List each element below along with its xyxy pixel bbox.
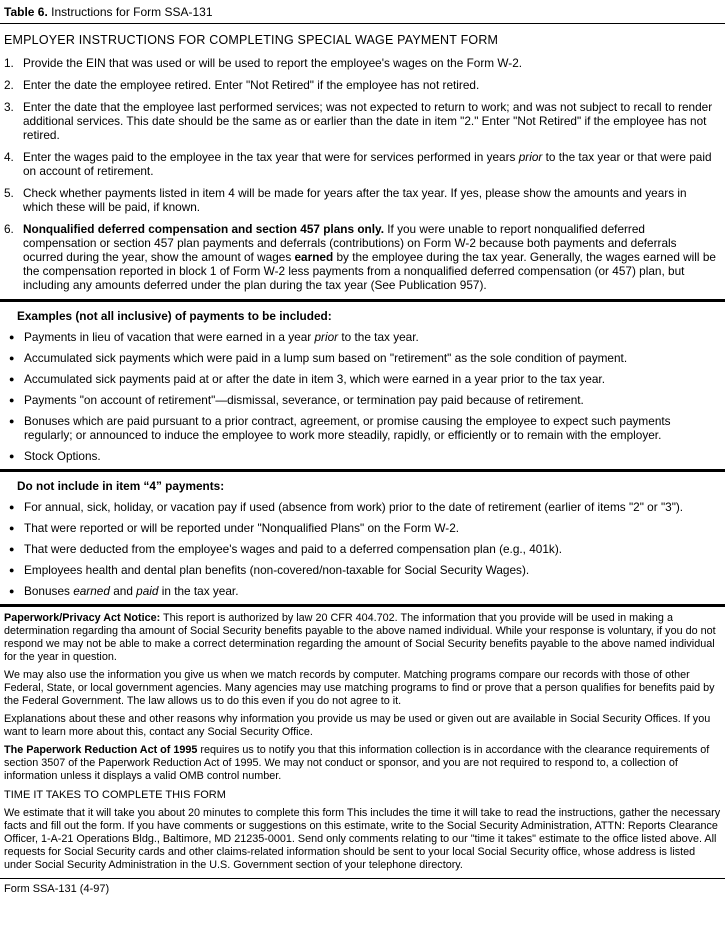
text-run: Payments in lieu of vacation that were earned in a year bbox=[24, 330, 315, 344]
estimate-paragraph bbox=[4, 807, 721, 872]
time-heading: TIME IT TAKES TO COMPLETE THIS FORM bbox=[4, 789, 226, 801]
italic-run: prior bbox=[314, 330, 339, 344]
bullet-text bbox=[24, 584, 721, 598]
bullet-item bbox=[4, 393, 721, 407]
include-bullet-list bbox=[4, 330, 721, 463]
include-section bbox=[0, 302, 725, 469]
text-run: Provide the EIN that was used or will be used to report the employee's wages on the Form W-2. bbox=[23, 56, 523, 70]
bullet-icon: ● bbox=[9, 565, 15, 575]
bullet-text bbox=[24, 372, 721, 386]
text-run: to the tax year or that were paid on account of retirement. bbox=[23, 150, 712, 178]
table-label: Table 6. bbox=[4, 5, 48, 19]
item-number: 4. bbox=[4, 150, 14, 164]
bold-run: The Paperwork Reduction Act of 1995 bbox=[4, 744, 198, 756]
notice-paragraph bbox=[4, 713, 721, 739]
bullet-icon: ● bbox=[9, 374, 15, 384]
text-run: That were deducted from the employee's wages and paid to a deferred compensation plan (e.g., 401k). bbox=[24, 542, 563, 556]
italic-run: prior bbox=[518, 150, 543, 164]
text-run: Stock Options. bbox=[24, 449, 101, 463]
bullet-item bbox=[4, 584, 721, 598]
text-run: Bonuses bbox=[24, 584, 74, 598]
numbered-item bbox=[4, 186, 721, 214]
bullet-text bbox=[24, 414, 721, 442]
item-text bbox=[23, 222, 721, 292]
text-run: We estimate that it will take you about 20 minutes to complete this form This includes the time it will take to read the instructions, gather the necessary facts and fill out the form. If you have comments or suggestions on this estimate, write to the Social Security Administration, ATTN: Reports Clearance Officer, 1-A-21 Operations Bldg., Baltimore, MD 21235-0001. Send only comments relating to our "time it takes" estimate to the office listed above. All requests for Social Security cards and other claims-related information should be sent to your local Social Security office, whose address is listed under Social Security Administration in the U.S. Government section of your telephone directory. bbox=[4, 807, 721, 871]
exclude-section bbox=[0, 472, 725, 604]
bullet-item bbox=[4, 542, 721, 556]
numbered-item bbox=[4, 78, 721, 92]
bullet-text bbox=[24, 351, 721, 365]
bullet-icon: ● bbox=[9, 416, 15, 426]
bullet-item bbox=[4, 414, 721, 442]
bullet-item bbox=[4, 563, 721, 577]
numbered-item bbox=[4, 56, 721, 70]
exclude-bullet-list bbox=[4, 500, 721, 598]
text-run: by the employee during the tax year. Generally, the wages earned will be the compensation reported in block 1 of Form W-2 less payments from a nonqualified deferred compensation (or 457) plan, but including any amounts deferred under the plan during the tax year (See Publication 957). bbox=[23, 250, 716, 292]
item-number: 1. bbox=[4, 56, 14, 70]
bullet-icon: ● bbox=[9, 523, 15, 533]
employer-instructions-heading: EMPLOYER INSTRUCTIONS FOR COMPLETING SPECIAL WAGE PAYMENT FORM bbox=[4, 33, 499, 47]
numbered-item bbox=[4, 150, 721, 178]
notices-section bbox=[0, 607, 725, 872]
italic-run: paid bbox=[136, 584, 159, 598]
title-text: Instructions for Form SSA-131 bbox=[47, 5, 213, 19]
bullet-text bbox=[24, 563, 721, 577]
bullet-text bbox=[24, 449, 721, 463]
bullet-icon: ● bbox=[9, 353, 15, 363]
bullet-text bbox=[24, 521, 721, 535]
bullet-text bbox=[24, 393, 721, 407]
text-run: in the tax year. bbox=[158, 584, 239, 598]
text-run: Check whether payments listed in item 4 will be made for years after the tax year. If yes, please show the amounts and years in which these will be paid, if known. bbox=[23, 186, 687, 214]
bullet-text bbox=[24, 500, 721, 514]
bullet-icon: ● bbox=[9, 586, 15, 596]
bullet-item bbox=[4, 521, 721, 535]
item-text bbox=[23, 186, 721, 214]
notice-paragraphs bbox=[4, 612, 721, 783]
text-run: requires us to notify you that this information collection is in accordance with the clearance requirements of section 3507 of the Paperwork Reduction Act of 1995. We may not conduct or sponsor, and you are not required to respond to, a collection of information unless it displays a valid OMB control number. bbox=[4, 744, 710, 782]
text-run: This report is authorized by law 20 CFR 404.702. The information that you provide will be used in making a determination regarding tha amount of Social Security benefits payable to the above named individual. While your response is voluntary, if you do not respond we may not be able to make a correct determination regarding the amount of Social Security benefits payable to the above named individual for the year in question. bbox=[4, 612, 716, 663]
exclude-heading: Do not include in item “4” payments: bbox=[17, 479, 225, 493]
text-run: Enter the date that the employee last performed services; was not expected to return to work; and was not subject to recall to render additional services. This date should be the same as or earlier than the date in item "2." Enter "Not Retired" if the employee has not retired. bbox=[23, 100, 713, 142]
page-title bbox=[0, 0, 725, 24]
text-run: Payments "on account of retirement"—dismissal, severance, or termination pay paid because of retirement. bbox=[24, 393, 584, 407]
numbered-item bbox=[4, 100, 721, 142]
text-run: and bbox=[109, 584, 137, 598]
bullet-item bbox=[4, 330, 721, 344]
notice-paragraph bbox=[4, 669, 721, 708]
bullet-icon: ● bbox=[9, 395, 15, 405]
item-text bbox=[23, 150, 721, 178]
numbered-list bbox=[4, 56, 721, 292]
text-run: Bonuses which are paid pursuant to a prior contract, agreement, or promise causing the employee to expect such payments regularly; or announced to induce the employee to work more steadily, rapidly, or efficiently or to remain with the employer. bbox=[24, 414, 671, 442]
item-number: 5. bbox=[4, 186, 14, 200]
text-run: Enter the wages paid to the employee in the tax year that were for services performed in years bbox=[23, 150, 519, 164]
bullet-icon: ● bbox=[9, 544, 15, 554]
text-run: to the tax year. bbox=[338, 330, 419, 344]
bold-run: Paperwork/Privacy Act Notice: bbox=[4, 612, 161, 624]
item-text bbox=[23, 78, 721, 92]
text-run: If you were unable to report nonqualified deferred compensation or section 457 plan payments and deferrals (contributions) on Form W-2 because both payments and deferrals ocurred during the year, show the amount of wages bbox=[23, 222, 677, 264]
include-heading: Examples (not all inclusive) of payments to be included: bbox=[17, 309, 332, 323]
italic-run: earned bbox=[73, 584, 110, 598]
text-run: For annual, sick, holiday, or vacation pay if used (absence from work) prior to the date of retirement (earlier of items "2" or "3"). bbox=[24, 500, 684, 514]
bold-run: earned bbox=[294, 250, 334, 264]
text-run: Accumulated sick payments which were paid in a lump sum based on "retirement" as the sole condition of payment. bbox=[24, 351, 628, 365]
item-number: 3. bbox=[4, 100, 14, 114]
bullet-icon: ● bbox=[9, 502, 15, 512]
text-run: We may also use the information you give us when we match records by computer. Matching programs compare our records with those of other Federal, State, or local government agencies. Many agencies may use matching programs to find or prove that a person qualifies for benefits paid by the Federal Government. The law allows us to do this even if you do not agree to it. bbox=[4, 669, 715, 707]
text-run: Accumulated sick payments paid at or after the date in item 3, which were earned in a year prior to the tax year. bbox=[24, 372, 605, 386]
text-run: Employees health and dental plan benefits (non-covered/non-taxable for Social Security Wages). bbox=[24, 563, 530, 577]
form-number: Form SSA-131 (4-97) bbox=[4, 883, 110, 895]
bullet-item bbox=[4, 372, 721, 386]
notice-paragraph bbox=[4, 744, 721, 783]
bullet-item bbox=[4, 449, 721, 463]
bold-run: Nonqualified deferred compensation and section 457 plans only. bbox=[23, 222, 384, 236]
bullet-icon: ● bbox=[9, 332, 15, 342]
item-text bbox=[23, 56, 721, 70]
text-run: Explanations about these and other reasons why information you provide us may be used or given out are available in Social Security Offices. If you want to learn more about this, contact any Social Security Office. bbox=[4, 713, 711, 738]
instructions-section bbox=[0, 24, 725, 292]
numbered-item bbox=[4, 222, 721, 292]
item-number: 2. bbox=[4, 78, 14, 92]
notice-paragraph bbox=[4, 612, 721, 664]
text-run: That were reported or will be reported under "Nonqualified Plans" on the Form W-2. bbox=[24, 521, 460, 535]
bullet-text bbox=[24, 330, 721, 344]
bullet-item bbox=[4, 351, 721, 365]
bullet-icon: ● bbox=[9, 451, 15, 461]
item-number: 6. bbox=[4, 222, 14, 236]
text-run: Enter the date the employee retired. Enter "Not Retired" if the employee has not retired. bbox=[23, 78, 480, 92]
bullet-text bbox=[24, 542, 721, 556]
item-text bbox=[23, 100, 721, 142]
bullet-item bbox=[4, 500, 721, 514]
